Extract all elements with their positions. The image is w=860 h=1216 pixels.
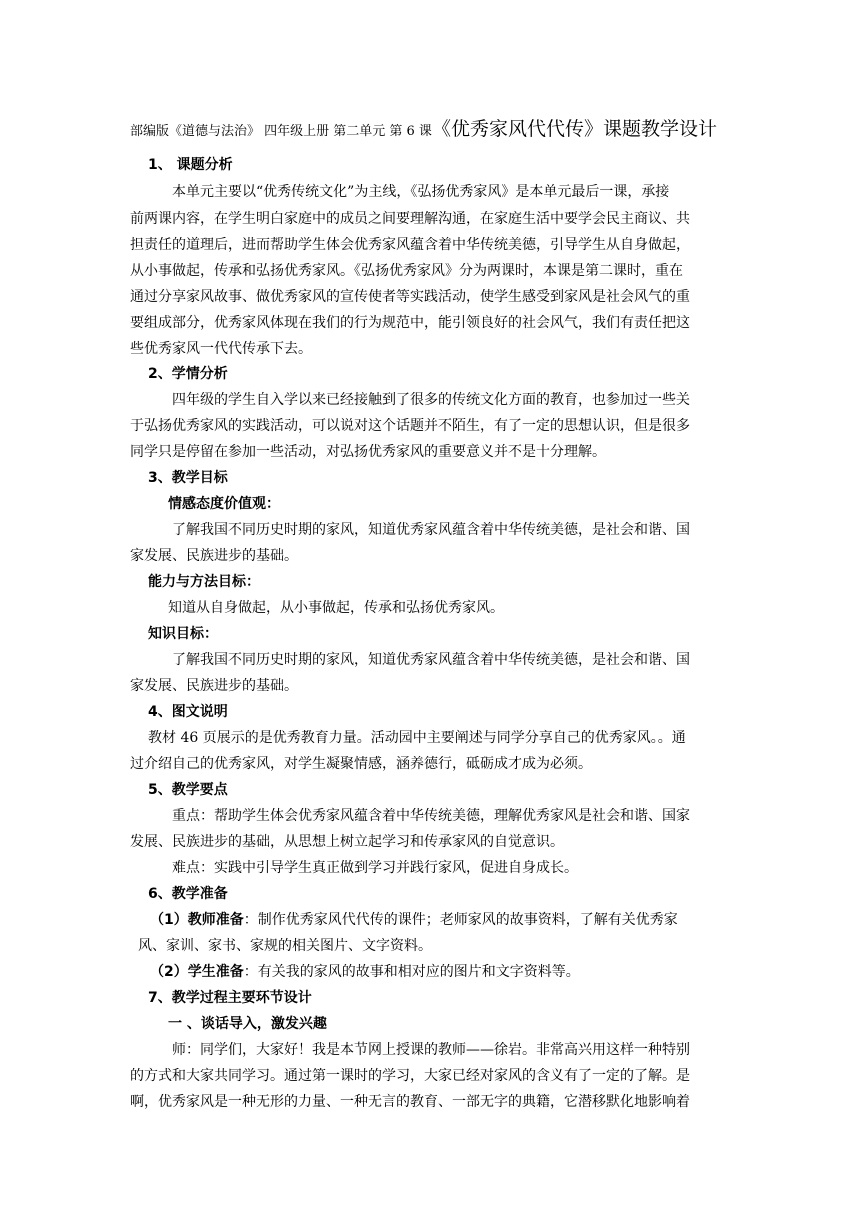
paragraph-line: 于弘扬优秀家风的实践活动，可以说对这个话题并不陌生，有了一定的思想认识，但是很多 (130, 418, 690, 434)
paragraph-line: 本单元主要以“优秀传统文化”为主线，《弘扬优秀家风》是本单元最后一课，承接 (172, 184, 670, 200)
section-heading: 6、教学准备 (148, 886, 228, 902)
subsection-heading: 情感态度价值观： (168, 496, 280, 512)
paragraph-line: 重点：帮助学生体会优秀家风蕴含着中华传统美德，理解优秀家风是社会和谐、国家 (172, 808, 690, 824)
paragraph-line: 些优秀家风一代代传承下去。 (130, 341, 312, 357)
paragraph-line: 家发展、民族进步的基础。 (130, 548, 298, 564)
paragraph-line: 同学只是停留在参加一些活动，对弘扬优秀家风的重要意义并不是十分理解。 (130, 444, 606, 460)
paragraph-line: 四年级的学生自入学以来已经接触到了很多的传统文化方面的教育，也参加过一些关 (172, 392, 690, 408)
section-heading: 3、教学目标 (148, 470, 228, 486)
section-heading: 2、学情分析 (148, 366, 228, 382)
paragraph-line: 家发展、民族进步的基础。 (130, 678, 298, 694)
paragraph-line: 过介绍自己的优秀家风，对学生凝聚情感，涵养德行，砥砺成才成为必须。 (130, 756, 592, 772)
paragraph-line (150, 962, 750, 982)
paragraph-line: 难点：实践中引导学生真正做到学习并践行家风，促进自身成长。 (172, 860, 578, 876)
section-heading: 1、 课题分析 (148, 157, 233, 173)
paragraph-line: 担责任的道理后，进而帮助学生体会优秀家风蕴含着中华传统美德，引导学生从自身做起， (130, 237, 690, 253)
paragraph-line (150, 910, 750, 930)
teacher-prep-text: ：制作优秀家风代代传的课件；老师家风的故事资料，了解有关优秀家 (243, 912, 678, 928)
title-prefix: 部编版《道德与法治》 四年级上册 第二单元 第 6 课 (130, 124, 432, 139)
teacher-prep-label: （1）教师准备 (150, 912, 244, 928)
paragraph-line: 前两课内容，在学生明白家庭中的成员之间要理解沟通，在家庭生活中要学会民主商议、共 (130, 211, 690, 227)
paragraph-line: 了解我国不同历史时期的家风，知道优秀家风蕴含着中华传统美德，是社会和谐、国 (172, 652, 690, 668)
paragraph-line: 的方式和大家共同学习。通过第一课时的学习，大家已经对家风的含义有了一定的了解。是 (130, 1068, 690, 1084)
paragraph-line: 啊，优秀家风是一种无形的力量、一种无言的教育、一部无字的典籍，它潜移默化地影响着 (130, 1094, 690, 1110)
subsection-heading: 能力与方法目标： (148, 574, 260, 590)
paragraph-line: 要组成部分，优秀家风体现在我们的行为规范中，能引领良好的社会风气，我们有责任把这 (130, 315, 690, 331)
section-heading: 4、图文说明 (148, 704, 228, 720)
subsection-heading: 知识目标： (148, 626, 218, 642)
paragraph-line: 教材 46 页展示的是优秀教育力量。活动园中主要阐述与同学分享自己的优秀家风。。通 (148, 730, 686, 746)
paragraph-line: 师：同学们，大家好！我是本节网上授课的教师——徐岩。非常高兴用这样一种特别 (172, 1042, 690, 1058)
paragraph-line: 知道从自身做起，从小事做起，传承和弘扬优秀家风。 (168, 600, 504, 616)
section-heading: 7、教学过程主要环节设计 (148, 990, 312, 1006)
paragraph-line: 从小事做起，传承和弘扬优秀家风。《弘扬优秀家风》分为两课时，本课是第二课时，重在 (130, 263, 683, 279)
section-heading: 5、教学要点 (148, 782, 228, 798)
student-prep-text: ：有关我的家风的故事和相对应的图片和文字资料等。 (243, 964, 580, 980)
subsection-heading: 一 、谈话导入，激发兴趣 (168, 1016, 327, 1032)
paragraph-line: 通过分享家风故事、做优秀家风的宣传使者等实践活动，使学生感受到家风是社会风气的重 (130, 289, 690, 305)
document-title (130, 114, 740, 141)
paragraph-line: 了解我国不同历史时期的家风，知道优秀家风蕴含着中华传统美德，是社会和谐、国 (172, 522, 690, 538)
paragraph-line: 发展、民族进步的基础，从思想上树立起学习和传承家风的自觉意识。 (130, 834, 564, 850)
student-prep-label: （2）学生准备 (150, 964, 244, 980)
paragraph-line: 风、家训、家书、家规的相关图片、文字资料。 (138, 938, 432, 954)
title-main: 《优秀家风代代传》课题教学设计 (431, 118, 717, 140)
